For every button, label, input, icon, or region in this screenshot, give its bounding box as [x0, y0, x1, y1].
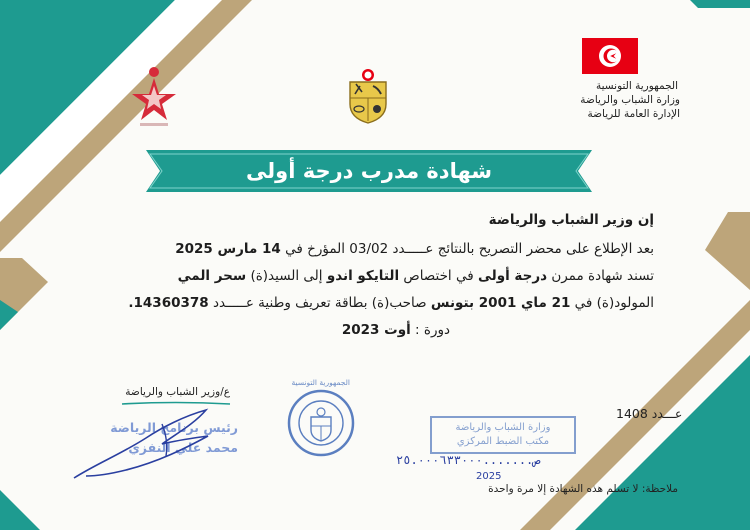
award-text-3: إلى السيد(ة) [246, 268, 327, 284]
specialty: التايكو اندو [326, 268, 400, 284]
session-value: أوت 2023 [341, 322, 411, 338]
registry-stamp-line2: مكتب الضبط المركزي [456, 436, 550, 447]
footer-note: ملاحظة: لا تسلم هذه الشهادة إلا مرة واحدة [488, 483, 678, 495]
birth-date-place: 21 ماي 2001 بتونس [430, 295, 571, 311]
register-number [616, 406, 682, 421]
signature-stamp-line1: رئيس برنامج الرياضة [110, 420, 238, 435]
sports-logo-icon [126, 64, 182, 130]
tunisia-flag-icon [582, 38, 638, 74]
birth-line [128, 295, 654, 311]
registry-serial: ص.......٢٥.٠٠٠٦٣٣٠٠٠ [396, 453, 541, 467]
session-line [342, 322, 450, 338]
birth-text-1: المولود(ة) في [570, 295, 654, 311]
award-line [178, 268, 654, 284]
birth-text-2: صاحب(ة) بطاقة تعريف وطنية عـــــدد [208, 295, 431, 311]
registry-date: 2025 [476, 471, 502, 482]
degree: درجة أولى [477, 268, 548, 284]
header-ministry: وزارة الشباب والرياضة [580, 94, 680, 106]
national-id: 14360378. [128, 295, 209, 311]
session-label: دورة : [410, 322, 450, 338]
official-seal [286, 386, 356, 460]
signature-stamp-line2: محمد علي النفزي [128, 440, 238, 455]
register-number-label: عـــدد [651, 406, 683, 421]
issuer-line: إن وزير الشباب والرياضة [488, 212, 654, 228]
header-republic: الجمهورية التونسية [596, 80, 678, 92]
register-number-value: 1408 [616, 406, 648, 421]
registry-stamp-line1: وزارة الشباب والرياضة [455, 422, 551, 433]
recipient-name: سحر المي [177, 268, 247, 284]
signature-title: ع/وزير الشباب والرياضة [125, 386, 230, 398]
results-date: 14 مارس 2025 [175, 241, 281, 257]
header-directorate: الإدارة العامة للرياضة [587, 108, 680, 120]
results-line [175, 241, 654, 257]
coat-of-arms-icon [346, 68, 390, 124]
award-text-1: تسند شهادة ممرن [547, 268, 654, 284]
award-text-2: في اختصاص [399, 268, 478, 284]
results-text: بعد الإطلاع على محضر التصريح بالنتائج عـــــدد 03/02 المؤرخ في [280, 241, 654, 257]
seal-label: الجمهورية التونسية [291, 378, 350, 387]
registry-stamp [430, 416, 576, 454]
certificate-title: شهادة مدرب درجة أولى [246, 159, 492, 183]
handwritten-signature [66, 404, 216, 484]
